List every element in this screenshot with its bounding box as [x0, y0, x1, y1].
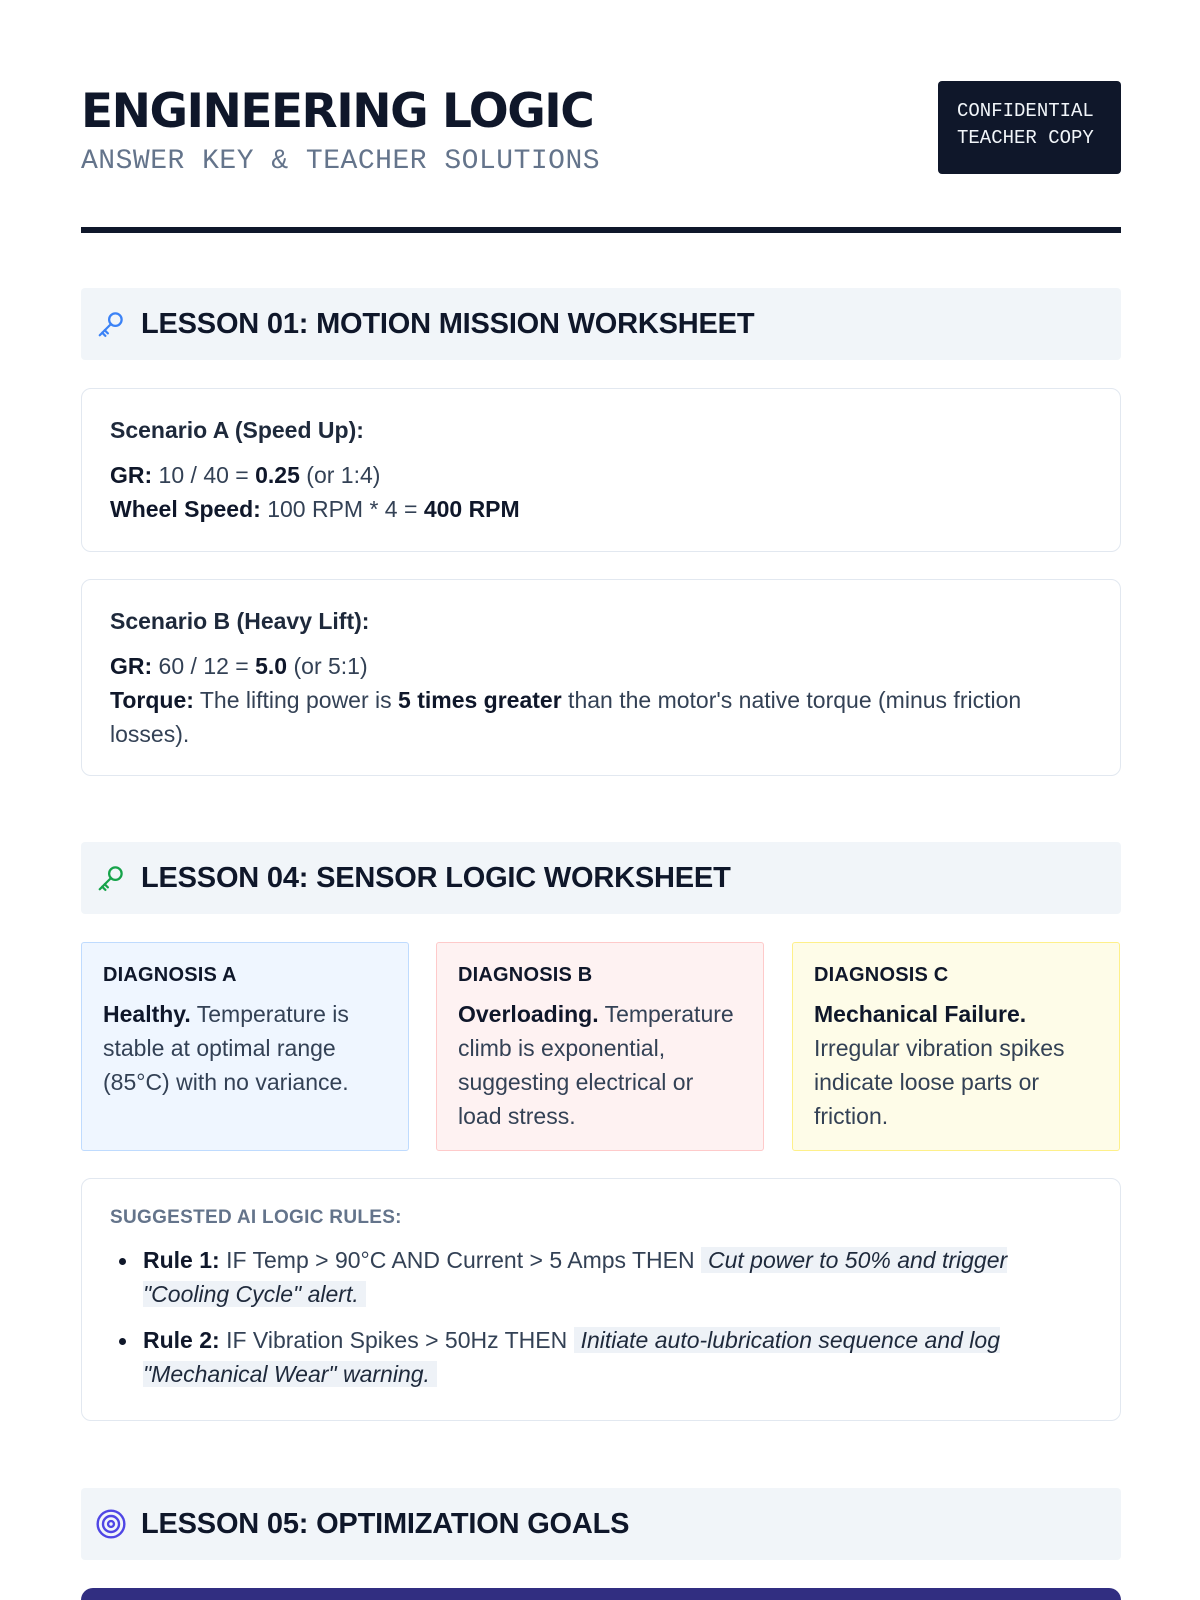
section-header-lesson-01	[81, 288, 1121, 360]
scenario-a-wheel-speed: Wheel Speed: 100 RPM * 4 = 400 RPM	[110, 496, 520, 522]
target-icon	[95, 1508, 127, 1540]
document-subtitle: ANSWER KEY & TEACHER SOLUTIONS	[81, 146, 601, 177]
section-header-lesson-05	[81, 1488, 1121, 1560]
document-page	[81, 0, 1121, 1540]
list-item: Rule 2: IF Vibration Spikes > 50Hz THEN Initiate auto-lubrication sequence and log "Mechanical Wear" warning.	[110, 1323, 1092, 1391]
badge-line-2: TEACHER COPY	[957, 127, 1094, 149]
section-title-lesson-04: LESSON 04: SENSOR LOGIC WORKSHEET	[141, 861, 731, 894]
scenario-b-title: Scenario B (Heavy Lift):	[110, 608, 370, 634]
document-title: ENGINEERING LOGIC	[81, 84, 594, 139]
section-header-lesson-04	[81, 842, 1121, 914]
badge-line-1: CONFIDENTIAL	[957, 100, 1094, 122]
optimization-panel	[81, 1588, 1121, 1600]
scenario-b-torque: Torque: The lifting power is 5 times greater than the motor's native torque (minus friction losses).	[110, 687, 1022, 747]
section-title-lesson-05: LESSON 05: OPTIMIZATION GOALS	[141, 1507, 630, 1540]
key-icon	[95, 308, 127, 340]
confidential-badge	[938, 81, 1121, 174]
rules-list	[110, 1243, 1092, 1391]
rules-label: SUGGESTED AI LOGIC RULES:	[110, 1207, 402, 1228]
scenario-a-card	[81, 388, 1121, 552]
rule-action: Initiate auto-lubrication sequence and log "Mechanical Wear" warning.	[143, 1327, 1000, 1387]
key-icon	[95, 862, 127, 894]
diagnosis-text: Healthy. Temperature is stable at optimal range (85°C) with no variance.	[103, 1001, 349, 1095]
scenario-b-gear-ratio: GR: 60 / 12 = 5.0 (or 5:1)	[110, 653, 368, 679]
rule-action: Cut power to 50% and trigger "Cooling Cycle" alert.	[143, 1247, 1008, 1307]
scenario-a-gear-ratio: GR: 10 / 40 = 0.25 (or 1:4)	[110, 462, 381, 488]
scenario-b-card	[81, 579, 1121, 776]
diagnosis-card-a	[81, 942, 409, 1151]
diagnosis-card-b	[436, 942, 764, 1151]
diagnosis-card-c	[792, 942, 1120, 1151]
diagnosis-text: Overloading. Temperature climb is exponential, suggesting electrical or load stress.	[458, 1001, 734, 1129]
document-header	[81, 0, 1121, 235]
ai-logic-rules-card	[81, 1178, 1121, 1421]
diagnosis-label: DIAGNOSIS A	[103, 964, 237, 986]
diagnosis-label: DIAGNOSIS B	[458, 964, 593, 986]
list-item: Rule 1: IF Temp > 90°C AND Current > 5 Amps THEN Cut power to 50% and trigger "Cooling Cycle" alert.	[110, 1243, 1092, 1311]
section-title-lesson-01: LESSON 01: MOTION MISSION WORKSHEET	[141, 307, 755, 340]
diagnosis-text: Mechanical Failure. Irregular vibration spikes indicate loose parts or friction.	[814, 1001, 1065, 1129]
scenario-a-title: Scenario A (Speed Up):	[110, 417, 364, 443]
diagnosis-label: DIAGNOSIS C	[814, 964, 949, 986]
header-divider	[81, 227, 1121, 233]
